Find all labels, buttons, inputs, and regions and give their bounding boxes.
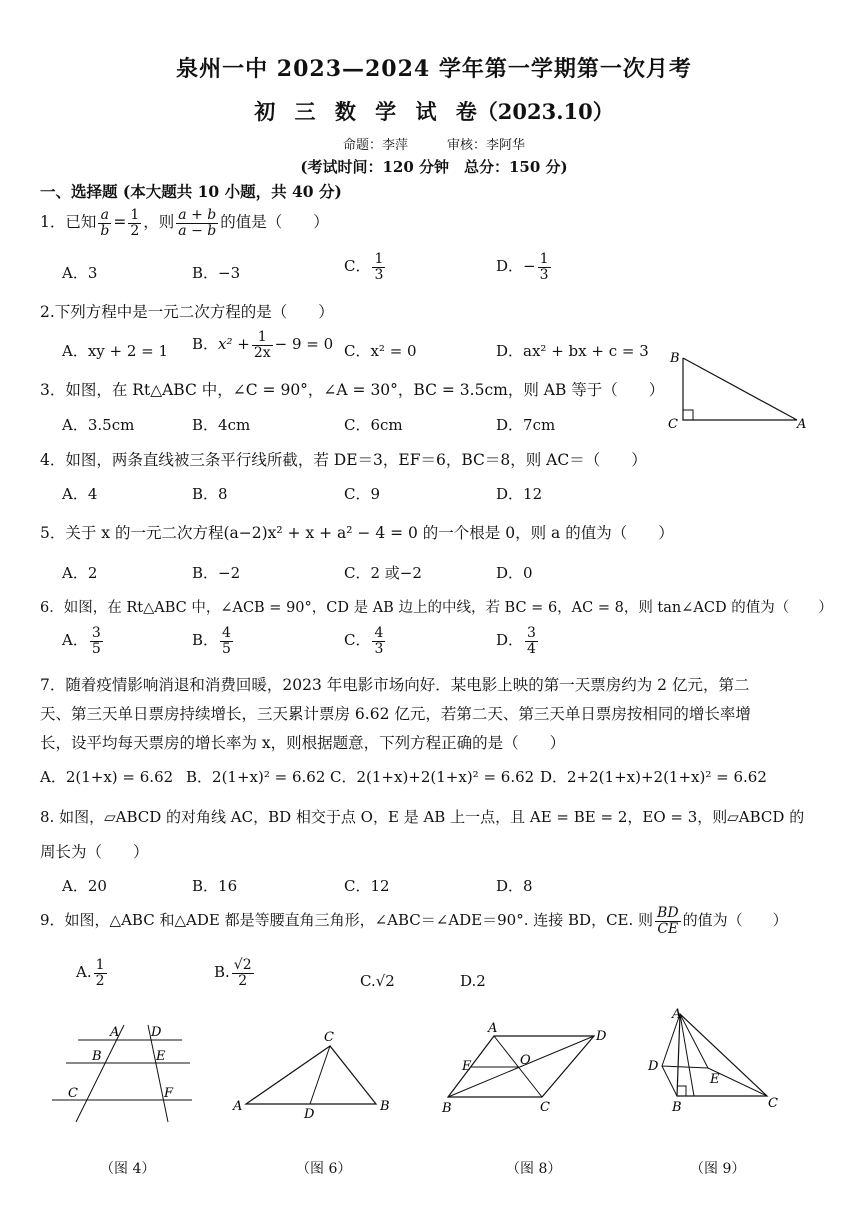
question-7-line2: 天、第三天单日票房持续增长，三天累计票房 6.62 亿元，若第二天、第三天单日票房按相同的增长率增 <box>40 705 751 723</box>
q3-option-d[interactable]: D．7cm <box>496 416 556 434</box>
fig9-label-a: A <box>672 1007 682 1022</box>
fig6-caption: （图 6） <box>296 1161 352 1177</box>
q9-text-a: 9．如图，△ABC 和△ADE 都是等腰直角三角形，∠ABC＝∠ADE＝90°. 连接 BD，CE. 则 <box>40 911 654 930</box>
q7-option-d[interactable]: D．2+2(1+x)+2(1+x)² = 6.62 <box>540 768 767 786</box>
fig8-label-e: E <box>462 1059 472 1074</box>
fig8-label-o: O <box>520 1053 531 1068</box>
fig6-triangle <box>246 1046 376 1104</box>
figure-4 <box>52 1025 192 1122</box>
q9-option-b[interactable]: B. $\frac{√2}{2}$ <box>214 957 252 989</box>
q6-option-c[interactable]: C． $\frac{4}{3}$ <box>344 625 384 657</box>
exam-title: 泉州一中 2023—2024 学年第一学期第一次月考 <box>176 56 692 82</box>
q4-option-b[interactable]: B．8 <box>192 485 228 503</box>
q6-option-d[interactable]: D． $\frac{3}{4}$ <box>496 625 536 657</box>
question-7-line3: 长，设平均每天票房的增长率为 x，则根据题意，下列方程正确的是（ ） <box>40 734 566 752</box>
question-7-line1: 7．随着疫情影响消退和消费回暖，2023 年电影市场向好．某电影上映的第一天票房约为 2 亿元，第二 <box>40 676 750 694</box>
q1-option-a[interactable]: A．3 <box>62 264 98 282</box>
q9-text-b: 的值为（ ） <box>682 911 788 930</box>
fig4-label-d: D <box>151 1025 162 1040</box>
fig6-label-d: D <box>304 1107 315 1122</box>
q7-option-c[interactable]: C．2(1+x)+2(1+x)² = 6.62 <box>330 768 535 786</box>
q5-option-b[interactable]: B．−2 <box>192 564 241 582</box>
section-heading: 一、选择题 (本大题共 10 小题，共 40 分) <box>40 182 342 201</box>
q2-option-d[interactable]: D．ax² + bx + c = 3 <box>496 342 649 360</box>
q7-option-a[interactable]: A．2(1+x) = 6.62 <box>40 768 174 786</box>
fig8-label-b: B <box>442 1101 452 1116</box>
exam-subtitle: 初 三 数 学 试 卷（2023.10） <box>254 99 614 124</box>
q3-label-b: B <box>670 351 680 366</box>
q1-expr-fraction: $\frac{a + b}{a - b}$ <box>178 207 217 239</box>
equals-sign: = <box>113 213 127 232</box>
fig8-label-a: A <box>488 1021 498 1036</box>
question-8-line2: 周长为（ ） <box>40 843 149 861</box>
q4-option-a[interactable]: A．4 <box>62 485 98 503</box>
figure-9 <box>647 1007 778 1115</box>
fig8-caption: （图 8） <box>506 1161 562 1177</box>
fig9-label-e: E <box>710 1072 720 1087</box>
q3-label-a: A <box>797 417 807 432</box>
q8-option-c[interactable]: C．12 <box>344 877 390 895</box>
q1-option-b[interactable]: B．−3 <box>192 264 241 282</box>
authors-line: 命题：李萍 审核：李阿华 <box>342 138 525 153</box>
q1-text-c: 的值是（ ） <box>220 213 329 232</box>
question-8-line1: 8. 如图，▱ABCD 的对角线 AC，BD 相交于点 O，E 是 AB 上一点，且 AE = BE = 2，EO = 3，则▱ABCD 的 <box>40 808 805 826</box>
fig9-right-angle-mark <box>677 1086 686 1096</box>
fig6-label-b: B <box>380 1099 390 1114</box>
figure-6 <box>232 1030 390 1122</box>
q2-option-c[interactable]: C．x² = 0 <box>344 342 417 360</box>
exam-info: (考试时间：120 分钟 总分：150 分) <box>300 158 568 176</box>
q6-option-a[interactable]: A． $\frac{3}{5}$ <box>62 625 101 657</box>
fig8-label-d: D <box>596 1029 607 1044</box>
q8-option-b[interactable]: B．16 <box>192 877 238 895</box>
q1-option-d[interactable]: D．− $\frac{1}{3}$ <box>496 251 549 283</box>
fig6-label-c: C <box>324 1030 334 1045</box>
q1-text-a: 1．已知 <box>40 213 97 232</box>
fig4-label-b: B <box>92 1049 102 1064</box>
fig9-segment-inner <box>680 1014 694 1096</box>
q9-option-d[interactable]: D.2 <box>460 972 486 990</box>
fig4-label-e: E <box>156 1049 166 1064</box>
fig6-median-cd <box>310 1046 330 1104</box>
q4-option-c[interactable]: C．9 <box>344 485 381 503</box>
fig9-label-d: D <box>648 1059 659 1074</box>
q2-option-b[interactable]: B．x² + $\frac{1}{2x}$ − 9 = 0 <box>192 329 334 361</box>
q1-lhs-fraction: $\frac{a}{b}$ <box>100 207 110 239</box>
q8-option-a[interactable]: A．20 <box>62 877 107 895</box>
q6-option-b[interactable]: B． $\frac{4}{5}$ <box>192 625 231 657</box>
q3-label-c: C <box>668 417 678 432</box>
q2-option-a[interactable]: A．xy + 2 = 1 <box>62 342 169 360</box>
fig9-label-b: B <box>672 1100 682 1115</box>
q9-option-c[interactable]: C.√2 <box>360 972 395 990</box>
question-4: 4．如图，两条直线被三条平行线所截，若 DE＝3，EF＝6，BC＝8，则 AC＝（ ） <box>40 451 647 469</box>
q5-option-c[interactable]: C．2 或−2 <box>344 564 422 582</box>
fig9-triangle-abc <box>677 1014 767 1096</box>
fig4-label-a: A <box>110 1025 120 1040</box>
q1-text-b: ，则 <box>143 213 175 232</box>
question-5: 5．关于 x 的一元二次方程(a−2)x² + x + a² − 4 = 0 的一个根是 0，则 a 的值为（ ） <box>40 524 674 542</box>
q5-option-d[interactable]: D．0 <box>496 564 533 582</box>
fig9-segment-bd <box>662 1066 677 1096</box>
q3-option-c[interactable]: C．6cm <box>344 416 403 434</box>
q9-option-a[interactable]: A. $\frac{1}{2}$ <box>76 957 105 989</box>
fig4-caption: （图 4） <box>100 1161 156 1177</box>
q8-option-d[interactable]: D．8 <box>496 877 533 895</box>
question-6: 6．如图，在 Rt△ABC 中，∠ACB = 90°，CD 是 AB 边上的中线，若 BC = 6，AC = 8，则 tan∠ACD 的值为（ ） <box>40 600 833 616</box>
q9-ratio-fraction: $\frac{BD}{CE}$ <box>657 905 679 937</box>
figure-8 <box>441 1021 607 1116</box>
fig8-label-c: C <box>540 1100 550 1115</box>
q4-option-d[interactable]: D．12 <box>496 485 543 503</box>
q7-option-b[interactable]: B．2(1+x)² = 6.62 <box>186 768 326 786</box>
fig4-label-c: C <box>68 1086 78 1101</box>
question-3: 3．如图，在 Rt△ABC 中，∠C = 90°，∠A = 30°，BC = 3.5cm，则 AB 等于（ ） <box>40 381 665 399</box>
fig4-label-f: F <box>164 1086 174 1101</box>
fig9-caption: （图 9） <box>690 1161 746 1177</box>
q3-option-b[interactable]: B．4cm <box>192 416 251 434</box>
q1-option-c[interactable]: C． $\frac{1}{3}$ <box>344 251 384 283</box>
q1-rhs-fraction: $\frac{1}{2}$ <box>130 207 140 239</box>
fig6-label-a: A <box>233 1099 243 1114</box>
question-2: 2.下列方程中是一元二次方程的是（ ） <box>40 303 334 321</box>
q3-option-a[interactable]: A．3.5cm <box>62 416 135 434</box>
fig9-label-c: C <box>768 1096 778 1111</box>
q5-option-a[interactable]: A．2 <box>62 564 98 582</box>
